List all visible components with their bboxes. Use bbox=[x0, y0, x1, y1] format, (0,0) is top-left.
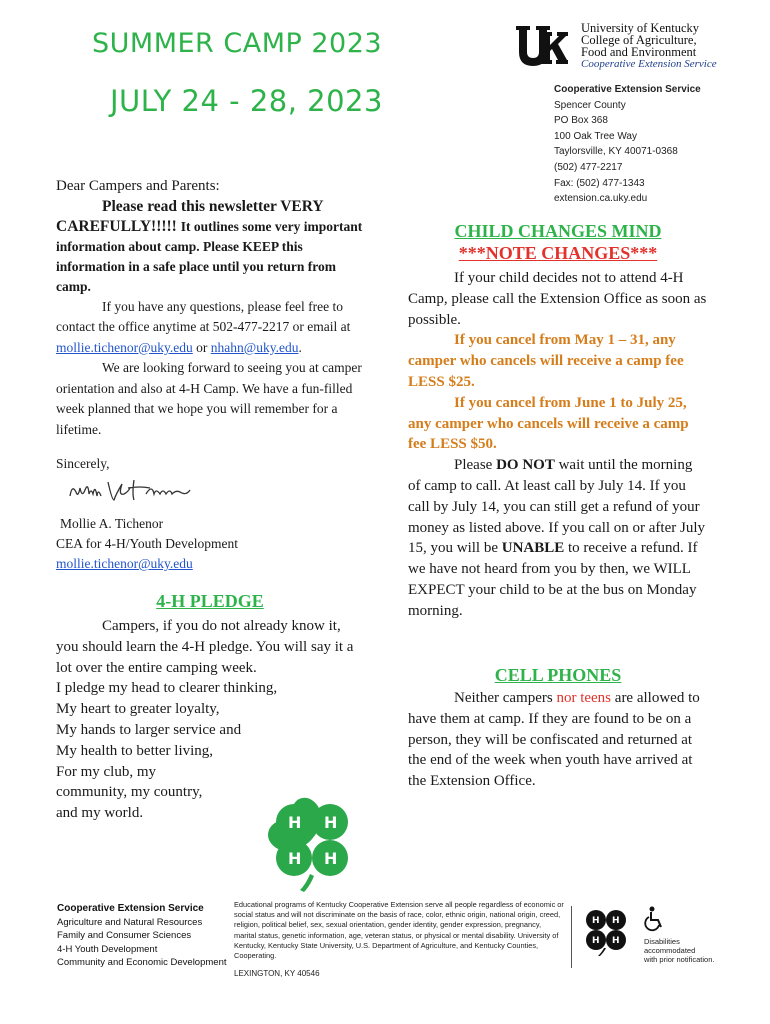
phones-p-a: Neither campers bbox=[454, 690, 557, 706]
changes-subheading: ***NOTE CHANGES*** bbox=[458, 243, 658, 263]
svg-text:H: H bbox=[612, 916, 620, 926]
footer-program: Family and Consumer Sciences bbox=[57, 930, 192, 942]
uk-line-2: College of Agriculture, bbox=[581, 33, 697, 47]
changes-p4-unable: UNABLE bbox=[501, 540, 565, 557]
signer-name: Mollie A. Tichenor bbox=[60, 516, 164, 531]
pledge-line: For my club, my bbox=[56, 763, 156, 780]
changes-p2: If you cancel from May 1 – 31, any camper who cancels will receive a camp fee LESS $25. bbox=[408, 332, 684, 390]
uk-line-1: University of Kentucky bbox=[581, 21, 700, 35]
phones-section bbox=[408, 664, 708, 792]
uk-line-4: Cooperative Extension Service bbox=[581, 58, 717, 70]
office-street: 100 Oak Tree Way bbox=[554, 130, 637, 142]
letter-p3: We are looking forward to seeing you at camper orientation and also at 4-H Camp. We have a fun-filled week planned that we hope you will remember for a lifetime. bbox=[56, 360, 362, 437]
letter-p2-or: or bbox=[192, 339, 211, 355]
footer-programs bbox=[57, 902, 227, 970]
camp-dates: JULY 24 - 28, 2023 bbox=[110, 84, 383, 118]
uk-line-3: Food and Environment bbox=[581, 45, 697, 59]
letter-p2-end: . bbox=[298, 339, 302, 355]
footer-program: 4-H Youth Development bbox=[57, 943, 158, 955]
footer-program: Community and Economic Development bbox=[57, 957, 227, 969]
closing: Sincerely, bbox=[56, 456, 110, 472]
svg-text:H: H bbox=[592, 916, 600, 926]
phones-p-nor-teens: nor teens bbox=[556, 690, 612, 706]
changes-p3: If you cancel from June 1 to July 25, any camper who cancels will receive a camp fee LESS $50. bbox=[408, 394, 689, 453]
pledge-line: My health to better living, bbox=[56, 742, 214, 759]
svg-text:H: H bbox=[592, 936, 600, 946]
changes-p4-c: wait until the morning of camp to call. At least call by July 14. If you call by July 14, you can still get a refund of your money as listed above. If you call on or after July 15, you will be bbox=[408, 457, 705, 557]
changes-p4-e: to receive a refund. If we have not heard from you by then, we WILL EXPECT your child to be at the bus on Monday morning. bbox=[408, 540, 698, 619]
footer-org: Cooperative Extension Service bbox=[57, 903, 204, 914]
pledge-heading: 4-H PLEDGE bbox=[156, 591, 264, 611]
access-line: Disabilities bbox=[644, 937, 680, 946]
signature-image bbox=[64, 474, 214, 508]
office-fax: Fax: (502) 477-1343 bbox=[554, 177, 645, 189]
changes-p4-do-not: DO NOT bbox=[496, 457, 555, 474]
pledge-intro: Campers, if you do not already know it, you should learn the 4-H pledge. You will say it a lot over the entire camping week. bbox=[56, 618, 354, 676]
pledge-line: My hands to larger service and bbox=[56, 721, 242, 738]
footer-program: Agriculture and Natural Resources bbox=[57, 916, 203, 928]
office-phone: (502) 477-2217 bbox=[554, 161, 623, 173]
accessibility-icon bbox=[644, 906, 666, 932]
signer-title: CEA for 4-H/Youth Development bbox=[56, 536, 238, 551]
uk-wordmark bbox=[581, 22, 717, 70]
svg-text:H: H bbox=[288, 849, 302, 868]
letter-p1-body: It outlines some very important information about camp. Please KEEP this information in a safe place until you return from camp. bbox=[56, 218, 363, 294]
pledge-line: and my world. bbox=[56, 805, 144, 822]
letter-p2 bbox=[56, 297, 364, 359]
svg-text:H: H bbox=[324, 849, 338, 868]
letter-p2-text: If you have any questions, please feel free to contact the office anytime at 502-477-2217 or email at bbox=[56, 298, 351, 335]
uk-logo-icon bbox=[514, 22, 568, 72]
phones-p bbox=[408, 688, 708, 792]
signature-block bbox=[56, 514, 364, 574]
pledge-line: community, my country, bbox=[56, 784, 203, 801]
access-line: accommodated bbox=[644, 946, 696, 955]
office-web: extension.ca.uky.edu bbox=[554, 193, 648, 205]
office-city: Taylorsville, KY 40071-0368 bbox=[554, 146, 678, 158]
changes-p4-a: Please bbox=[454, 457, 497, 474]
pledge-section bbox=[56, 590, 364, 824]
changes-p1: If your child decides not to attend 4-H Camp, please call the Extension Office as soon as possible. bbox=[408, 270, 707, 328]
phones-heading: CELL PHONES bbox=[494, 665, 622, 685]
access-statement bbox=[644, 937, 714, 964]
letter-p1 bbox=[56, 197, 364, 297]
svg-text:H: H bbox=[288, 813, 302, 832]
email-link-mollie[interactable]: mollie.tichenor@uky.edu bbox=[56, 339, 193, 355]
office-po: PO Box 368 bbox=[554, 115, 608, 127]
office-address bbox=[554, 82, 701, 207]
footer-divider bbox=[571, 906, 572, 968]
changes-p4 bbox=[408, 455, 708, 621]
changes-heading: CHILD CHANGES MIND bbox=[454, 221, 662, 241]
pledge-line: I pledge my head to clearer thinking, bbox=[56, 680, 278, 697]
greeting: Dear Campers and Parents: bbox=[56, 178, 220, 194]
letter-p1-emphasis: Please read this newsletter VERY CAREFULLY!!!!! bbox=[56, 197, 324, 235]
4h-clover-icon bbox=[262, 792, 362, 892]
office-name: Cooperative Extension Service bbox=[554, 84, 701, 95]
footer-city: LEXINGTON, KY 40546 bbox=[234, 969, 320, 979]
letter bbox=[56, 176, 364, 475]
office-county: Spencer County bbox=[554, 99, 626, 111]
phones-p-c: are allowed to have them at camp. If they are found to be on a person, they will be confiscated and returned at the end of the week when youth have arrived at the Extension Office. bbox=[408, 690, 700, 790]
pledge-line: My heart to greater loyalty, bbox=[56, 701, 220, 718]
camp-title: SUMMER CAMP 2023 bbox=[92, 28, 383, 59]
changes-section bbox=[408, 220, 708, 622]
signer-email-link[interactable]: mollie.tichenor@uky.edu bbox=[56, 556, 193, 571]
svg-text:H: H bbox=[612, 936, 620, 946]
email-link-nhahn[interactable]: nhahn@uky.edu bbox=[210, 339, 299, 355]
footer-statement-text: Educational programs of Kentucky Cooperative Extension serve all people regardless of economic or social status and will not discriminate on the basis of race, color, ethnic origin, national origin, creed, religion, political belief, sex, sexual orientation, gender identity, gender expression, pregnancy, marital status, genetic information, age, veteran status, or physical or mental disability. University of Kentucky, Kentucky State University, U.S. Department of Agriculture, and Kentucky Counties, Cooperating. bbox=[234, 900, 564, 961]
4h-clover-small-icon bbox=[580, 904, 632, 956]
svg-text:H: H bbox=[324, 813, 338, 832]
access-line: with prior notification. bbox=[644, 955, 715, 964]
footer-statement bbox=[234, 900, 564, 979]
